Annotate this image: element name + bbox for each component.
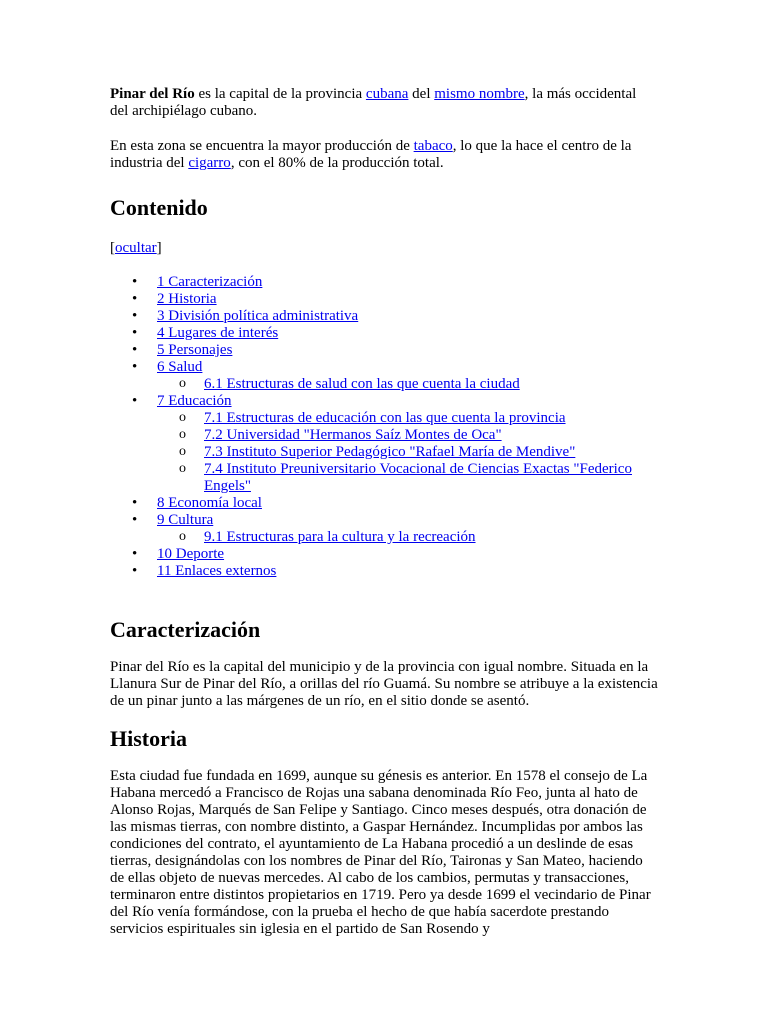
section-heading-historia: Historia xyxy=(110,726,187,751)
toc-link[interactable]: 9 Cultura xyxy=(157,512,214,528)
intro-text: , con el 80% de la producción total. xyxy=(230,155,444,171)
toc-sublink[interactable]: 7.3 Instituto Superior Pedagógico "Rafael María de Mendive" xyxy=(204,444,576,460)
toc-sublink[interactable]: 7.1 Estructuras de educación con las que cuenta la provincia xyxy=(204,410,566,426)
toc-sublink[interactable]: 6.1 Estructuras de salud con las que cuenta la ciudad xyxy=(204,376,520,392)
link-cubana[interactable]: cubana xyxy=(365,86,409,102)
caracterizacion-paragraph: Pinar del Río es la capital del municipio y de la provincia con igual nombre. Situada en la Llanura Sur de Pinar del Río, a orillas del río Guamá. Su nombre se atribuye a la existencia de un pinar junto a las márgenes de un río, en el sitio donde se asentó. xyxy=(110,659,658,709)
intro-text: En esta zona se encuentra la mayor producción de xyxy=(110,138,414,154)
toc-item xyxy=(110,393,658,495)
article-title-bold: Pinar del Río xyxy=(110,86,195,102)
toc-sublink[interactable]: 7.4 Instituto Preuniversitario Vocacional de Ciencias Exactas "Federico Engels" xyxy=(204,461,632,494)
historia-paragraph: Esta ciudad fue fundada en 1699, aunque su génesis es anterior. En 1578 el consejo de La Habana mercedó a Francisco de Rojas una sabana denominada Río Feo, junta al hato de Alonso Rojas, Marqués de San Felipe y Santiago. Cinco meses después, otra donación de las mismas tierras, con nombre distinto, a Gaspar Hernández. Incumplidas por ambos las condiciones del contrato, el ayuntamiento de La Habana procedió a un deslinde de esas tierras, designándolas con los nombres de Pinar del Río, Taironas y San Mateo, haciendo de ellas objeto de nuevas mercedes. Al cabo de los cambios, permutas y transacciones, terminaron entre distintos propietarios en 1719. Pero ya desde 1699 el vecindario de Pinar del Río venía formándose, con la prueba el hecho de que había sacerdote prestando servicios espirituales sin iglesia en el partido de San Rosendo y xyxy=(110,768,651,937)
bracket-close: ] xyxy=(156,240,162,256)
intro-text: , lo que la hace el centro de la industria del xyxy=(110,138,632,171)
link-mismo-nombre[interactable]: mismo nombre xyxy=(434,86,525,102)
toc-item xyxy=(110,325,658,342)
toc-item xyxy=(110,291,658,308)
toc-hide-link[interactable]: ocultar xyxy=(115,240,157,256)
link-tabaco[interactable]: tabaco xyxy=(413,138,453,154)
toc-item xyxy=(110,308,658,325)
toc-link[interactable]: 3 División política administrativa xyxy=(157,308,359,324)
toc-link[interactable]: 8 Economía local xyxy=(157,495,262,511)
toc-toggle-row xyxy=(110,240,658,257)
bracket-open: [ xyxy=(110,240,115,256)
toc-link[interactable]: 2 Historia xyxy=(157,291,217,307)
toc-sublink[interactable]: 9.1 Estructuras para la cultura y la recreación xyxy=(204,529,476,545)
toc-link[interactable]: 11 Enlaces externos xyxy=(157,563,277,579)
toc-subitem xyxy=(157,444,658,461)
link-cigarro[interactable]: cigarro xyxy=(188,155,231,171)
toc-item xyxy=(110,546,658,563)
toc-item xyxy=(110,563,658,580)
article-body xyxy=(110,86,658,938)
intro-text: del xyxy=(408,86,435,102)
toc-link[interactable]: 5 Personajes xyxy=(157,342,233,358)
toc-item xyxy=(110,274,658,291)
intro-paragraph-2 xyxy=(110,138,658,172)
toc-item xyxy=(110,342,658,359)
toc-link[interactable]: 10 Deporte xyxy=(157,546,225,562)
toc-item xyxy=(110,359,658,393)
toc-item xyxy=(110,512,658,546)
toc-subitem xyxy=(157,410,658,427)
toc-sublist xyxy=(157,410,658,495)
intro-paragraph-1 xyxy=(110,86,658,120)
toc-subitem xyxy=(157,427,658,444)
toc-sublist xyxy=(157,376,658,393)
toc-heading: Contenido xyxy=(110,195,208,220)
toc-subitem xyxy=(157,461,658,495)
toc-link[interactable]: 1 Caracterización xyxy=(157,274,263,290)
intro-text: , la más occidental del archipiélago cubano. xyxy=(110,86,637,119)
toc-sublist xyxy=(157,529,658,546)
toc-item xyxy=(110,495,658,512)
toc-link[interactable]: 4 Lugares de interés xyxy=(157,325,279,341)
section-heading-caracterizacion: Caracterización xyxy=(110,617,261,642)
table-of-contents xyxy=(110,274,658,580)
intro-text: es la capital de la provincia xyxy=(194,86,366,102)
toc-sublink[interactable]: 7.2 Universidad "Hermanos Saíz Montes de Oca" xyxy=(204,427,502,443)
toc-link[interactable]: 6 Salud xyxy=(157,359,203,375)
toc-subitem xyxy=(157,376,658,393)
toc-subitem xyxy=(157,529,658,546)
toc-link[interactable]: 7 Educación xyxy=(157,393,232,409)
